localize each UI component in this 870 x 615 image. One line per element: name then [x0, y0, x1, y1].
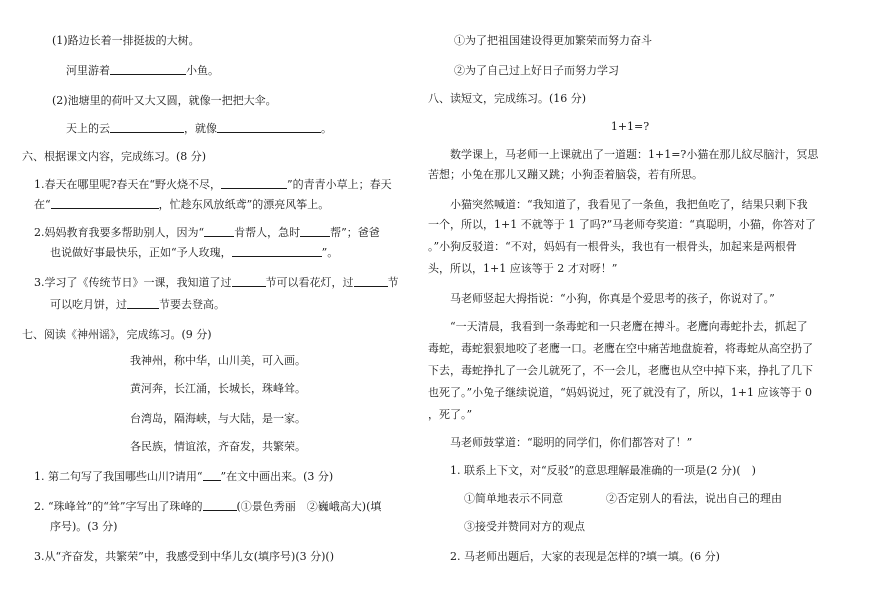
q6-2-line2 [50, 246, 338, 259]
story-p4-line2: 毒蛇，毒蛇狠狠地咬了老鹰一口。老鹰在空中痛苦地盘旋着，将毒蛇从高空扔了 [428, 342, 813, 355]
story-p2-line2: 一个，所以，1+1 不就等于 1 了吗?”马老师夸奖道：“真聪明，小猫，你答对了 [428, 218, 816, 231]
q7-3: 3.从“齐奋发，共繁荣”中，我感受到中华儿女(填序号)(3 分)() [34, 550, 334, 563]
story-p1-line2: 苦想；小兔在那儿又蹦又跳；小狗歪着脑袋，若有所思。 [428, 168, 703, 181]
story-p5: 马老师鼓掌道：“聪明的同学们，你们都答对了！” [450, 436, 693, 449]
story-p1-line1: 数学课上，马老师一上课就出了一道题：1+1=?小猫在那儿紋尽脑汁，冥思 [450, 148, 819, 161]
q6-3-text-c: 节 [387, 276, 399, 289]
q6-1-line1 [34, 178, 392, 191]
blank-line[interactable] [232, 276, 266, 287]
story-p4-line5: ，死了。” [428, 408, 473, 421]
q8-2: 2. 马老师出题后，大家的表现是怎样的?填一填。(6 分) [450, 550, 720, 563]
q6-2-text-d: 也说做好事最快乐，正如“予人玫瑰， [50, 246, 232, 259]
s1-item1-pre: 河里游着 [66, 64, 110, 77]
story-p4-line4: 也死了。”小兔子继续说道，“妈妈说过，死了就没有了，所以，1+1 应该等于 0 [428, 386, 812, 399]
blank-line[interactable] [232, 246, 322, 257]
q6-1-text-c: 在“ [34, 198, 51, 211]
s1-item2-pre: 天上的云 [66, 122, 110, 135]
q6-3-line2 [50, 298, 225, 311]
story-p2-line4: 头，所以，1+1 应该等于 2 才对呀！” [428, 262, 618, 275]
right-column [430, 0, 870, 615]
blank-line[interactable] [300, 226, 330, 237]
q7-3-option-1: ①为了把祖国建设得更加繁荣而努力奋斗 [454, 34, 652, 47]
q6-1-text-d: ，忙趁东风放纸鸢”的漂亮风筝上。 [158, 198, 330, 211]
q8-1: 1. 联系上下文，对“反驳”的意思理解最准确的一项是(2 分)( ) [450, 464, 756, 477]
s1-item1-post: 小鱼。 [186, 64, 219, 77]
poem-line-2: 黄河奔，长江涌，长城长，珠峰耸。 [130, 382, 306, 395]
section-7-title: 七、阅读《神州谣》，完成练习。(9 分) [22, 328, 212, 341]
q6-1-text-b: ”的青青小草上；春天 [287, 178, 392, 191]
story-title: 1+1=? [610, 120, 650, 133]
q6-3-text-e: 节要去登高。 [159, 298, 225, 311]
blank-line[interactable] [127, 298, 159, 309]
story-p2-line1: 小猫突然喊道：“我知道了，我看见了一条鱼，我把鱼吃了，结果只剩下我 [450, 198, 808, 211]
q6-2-text-a: 2.妈妈教育我要多帮助别人，因为“ [34, 226, 205, 239]
blank-line[interactable] [217, 122, 321, 133]
q7-2-text-b: (①景色秀丽 ②巍峨高大)(填 [236, 500, 382, 513]
blank-line[interactable] [354, 276, 388, 287]
q6-1-line2 [34, 198, 329, 211]
q7-2-line1 [34, 500, 381, 513]
story-p2-line3: 。”小狗反驳道：“不对，妈妈有一根骨头，我也有一根骨头，加起来是两根骨 [428, 240, 797, 253]
left-column [0, 0, 430, 615]
q7-2-line2: 序号)。(3 分) [50, 520, 118, 533]
q8-1-option-c: ③接受并赞同对方的观点 [464, 520, 585, 533]
blank-line[interactable] [203, 500, 237, 511]
s1-item2: (2)池塘里的荷叶又大又圆，就像一把把大伞。 [52, 94, 277, 107]
q6-3-text-a: 3.学习了《传统节日》一课，我知道了过 [34, 276, 232, 289]
q7-1 [34, 470, 333, 483]
s1-item1: (1)路边长着一排挺拔的大树。 [52, 34, 200, 47]
blank-line[interactable] [221, 178, 287, 189]
s1-item2-blank-line [66, 122, 332, 135]
story-p4-line1: “一天清晨，我看到一条毒蛇和一只老鹰在搏斗。老鹰向毒蛇扑去，抓起了 [450, 320, 808, 333]
q6-3-line1 [34, 276, 399, 289]
poem-line-1: 我神州，称中华，山川美，可入画。 [130, 354, 306, 367]
poem-line-4: 各民族，情谊浓，齐奋发，共繁荣。 [130, 440, 306, 453]
s1-item2-post: 。 [321, 122, 332, 135]
section-8-title: 八、读短文，完成练习。(16 分) [428, 92, 587, 105]
poem-line-3: 台湾岛，隔海峡，与大陆，是一家。 [130, 412, 306, 425]
blank-line[interactable] [110, 122, 184, 133]
q6-1-text-a: 1.春天在哪里呢?春天在“野火烧不尽， [34, 178, 222, 191]
q6-3-text-b: 节可以看花灯，过 [265, 276, 354, 289]
q6-2-text-e: ”。 [321, 246, 339, 259]
q7-1-text-a: 1. 第二句写了我国哪些山川?请用“ [34, 470, 203, 483]
story-p3: 马老师竖起大拇指说：“小狗，你真是个爱思考的孩子，你说对了。” [450, 292, 775, 305]
q7-3-option-2: ②为了自己过上好日子而努力学习 [454, 64, 619, 77]
q7-2-text-a: 2. “珠峰耸”的“耸”字写出了珠峰的 [34, 500, 203, 513]
q8-1-option-a: ①简单地表示不同意 [464, 492, 563, 505]
q6-3-text-d: 可以吃月饼，过 [50, 298, 127, 311]
story-p4-line3: 下去，毒蛇挣扎了一会儿就死了，不一会儿，老鹰也从空中掉下来，挣扎了几下 [428, 364, 813, 377]
blank-line[interactable] [110, 64, 186, 75]
q6-2-text-c: 帮”；爸爸 [330, 226, 380, 239]
q6-2-line1 [34, 226, 380, 239]
s1-item2-mid: ，就像 [184, 122, 217, 135]
q7-1-text-b: ”在文中画出来。(3 分) [220, 470, 334, 483]
section-6-title: 六、根据课文内容，完成练习。(8 分) [22, 150, 207, 163]
s1-item1-blank-line [66, 64, 219, 77]
q8-1-option-b: ②否定别人的看法，说出自己的理由 [606, 492, 782, 505]
q6-2-text-b: 肯帮人，急时 [234, 226, 301, 239]
blank-line[interactable] [203, 470, 221, 481]
blank-line[interactable] [51, 198, 159, 209]
blank-line[interactable] [204, 226, 234, 237]
